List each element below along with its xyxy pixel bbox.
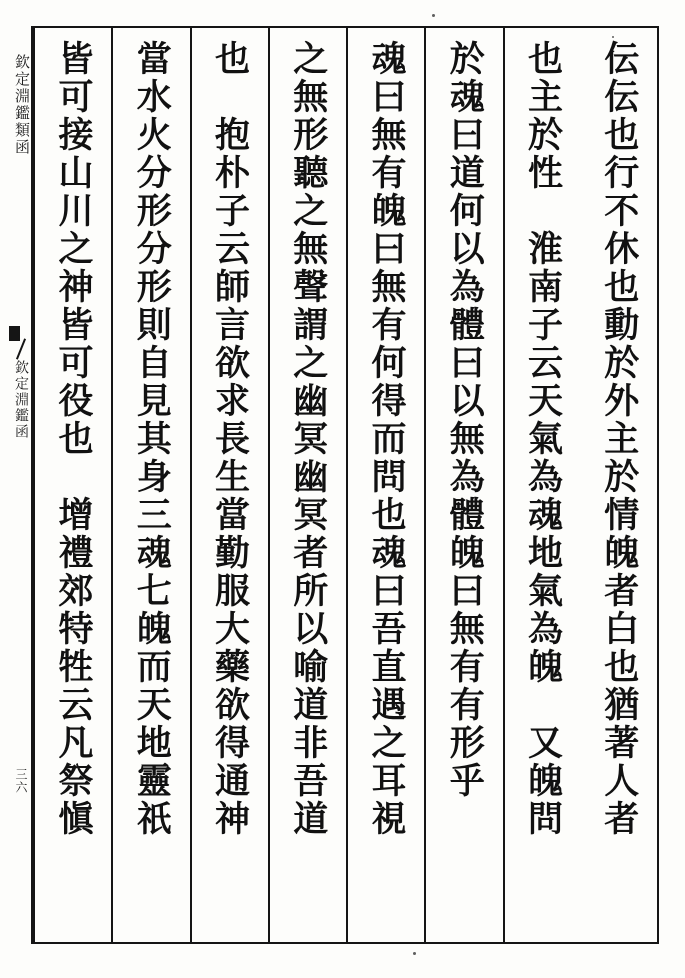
text-column: [581, 28, 657, 942]
scan-speck: [612, 36, 614, 38]
left-margin-strip: [0, 26, 31, 944]
ink-slash-mark-icon: [16, 338, 26, 359]
page-number: 三六: [14, 768, 28, 794]
text-column: [503, 28, 581, 942]
column-text: 伝伝也行不休也動於外主於情魄者白也猶著人者: [598, 40, 640, 838]
column-text: 皆可接山川之神皆可役也 增禮郊特牲云凡祭愼: [52, 40, 94, 838]
column-text: 之無形聽之無聲謂之幽冥幽冥者所以喻道非吾道: [287, 40, 329, 838]
text-column: [268, 28, 346, 942]
text-column: [424, 28, 502, 942]
text-column: [33, 28, 111, 942]
scan-speck: [413, 952, 416, 955]
column-text: 魂曰無有魄曰無有何得而問也魂曰吾直遇之耳視: [365, 40, 407, 838]
margin-header-text: 欽定淵鑑類函: [13, 54, 31, 156]
text-column: [190, 28, 268, 942]
text-column: [346, 28, 424, 942]
ink-block-mark-icon: [9, 326, 20, 341]
text-columns: [33, 28, 657, 942]
column-text: 當水火分形分形則自見其身三魂七魄而天地靈祇: [131, 40, 173, 838]
column-text: 於魂曰道何以為體曰以無為體魄曰無有有形乎: [444, 40, 486, 800]
margin-side-text: 欽定淵鑑函: [13, 360, 29, 440]
column-text: 也主於性 淮南子云天氣為魂地氣為魄 又魄問: [522, 40, 564, 838]
column-text: 也 抱朴子云師言欲求長生當勤服大藥欲得通神: [209, 40, 251, 838]
scan-speck: [432, 14, 435, 17]
text-column: [111, 28, 189, 942]
